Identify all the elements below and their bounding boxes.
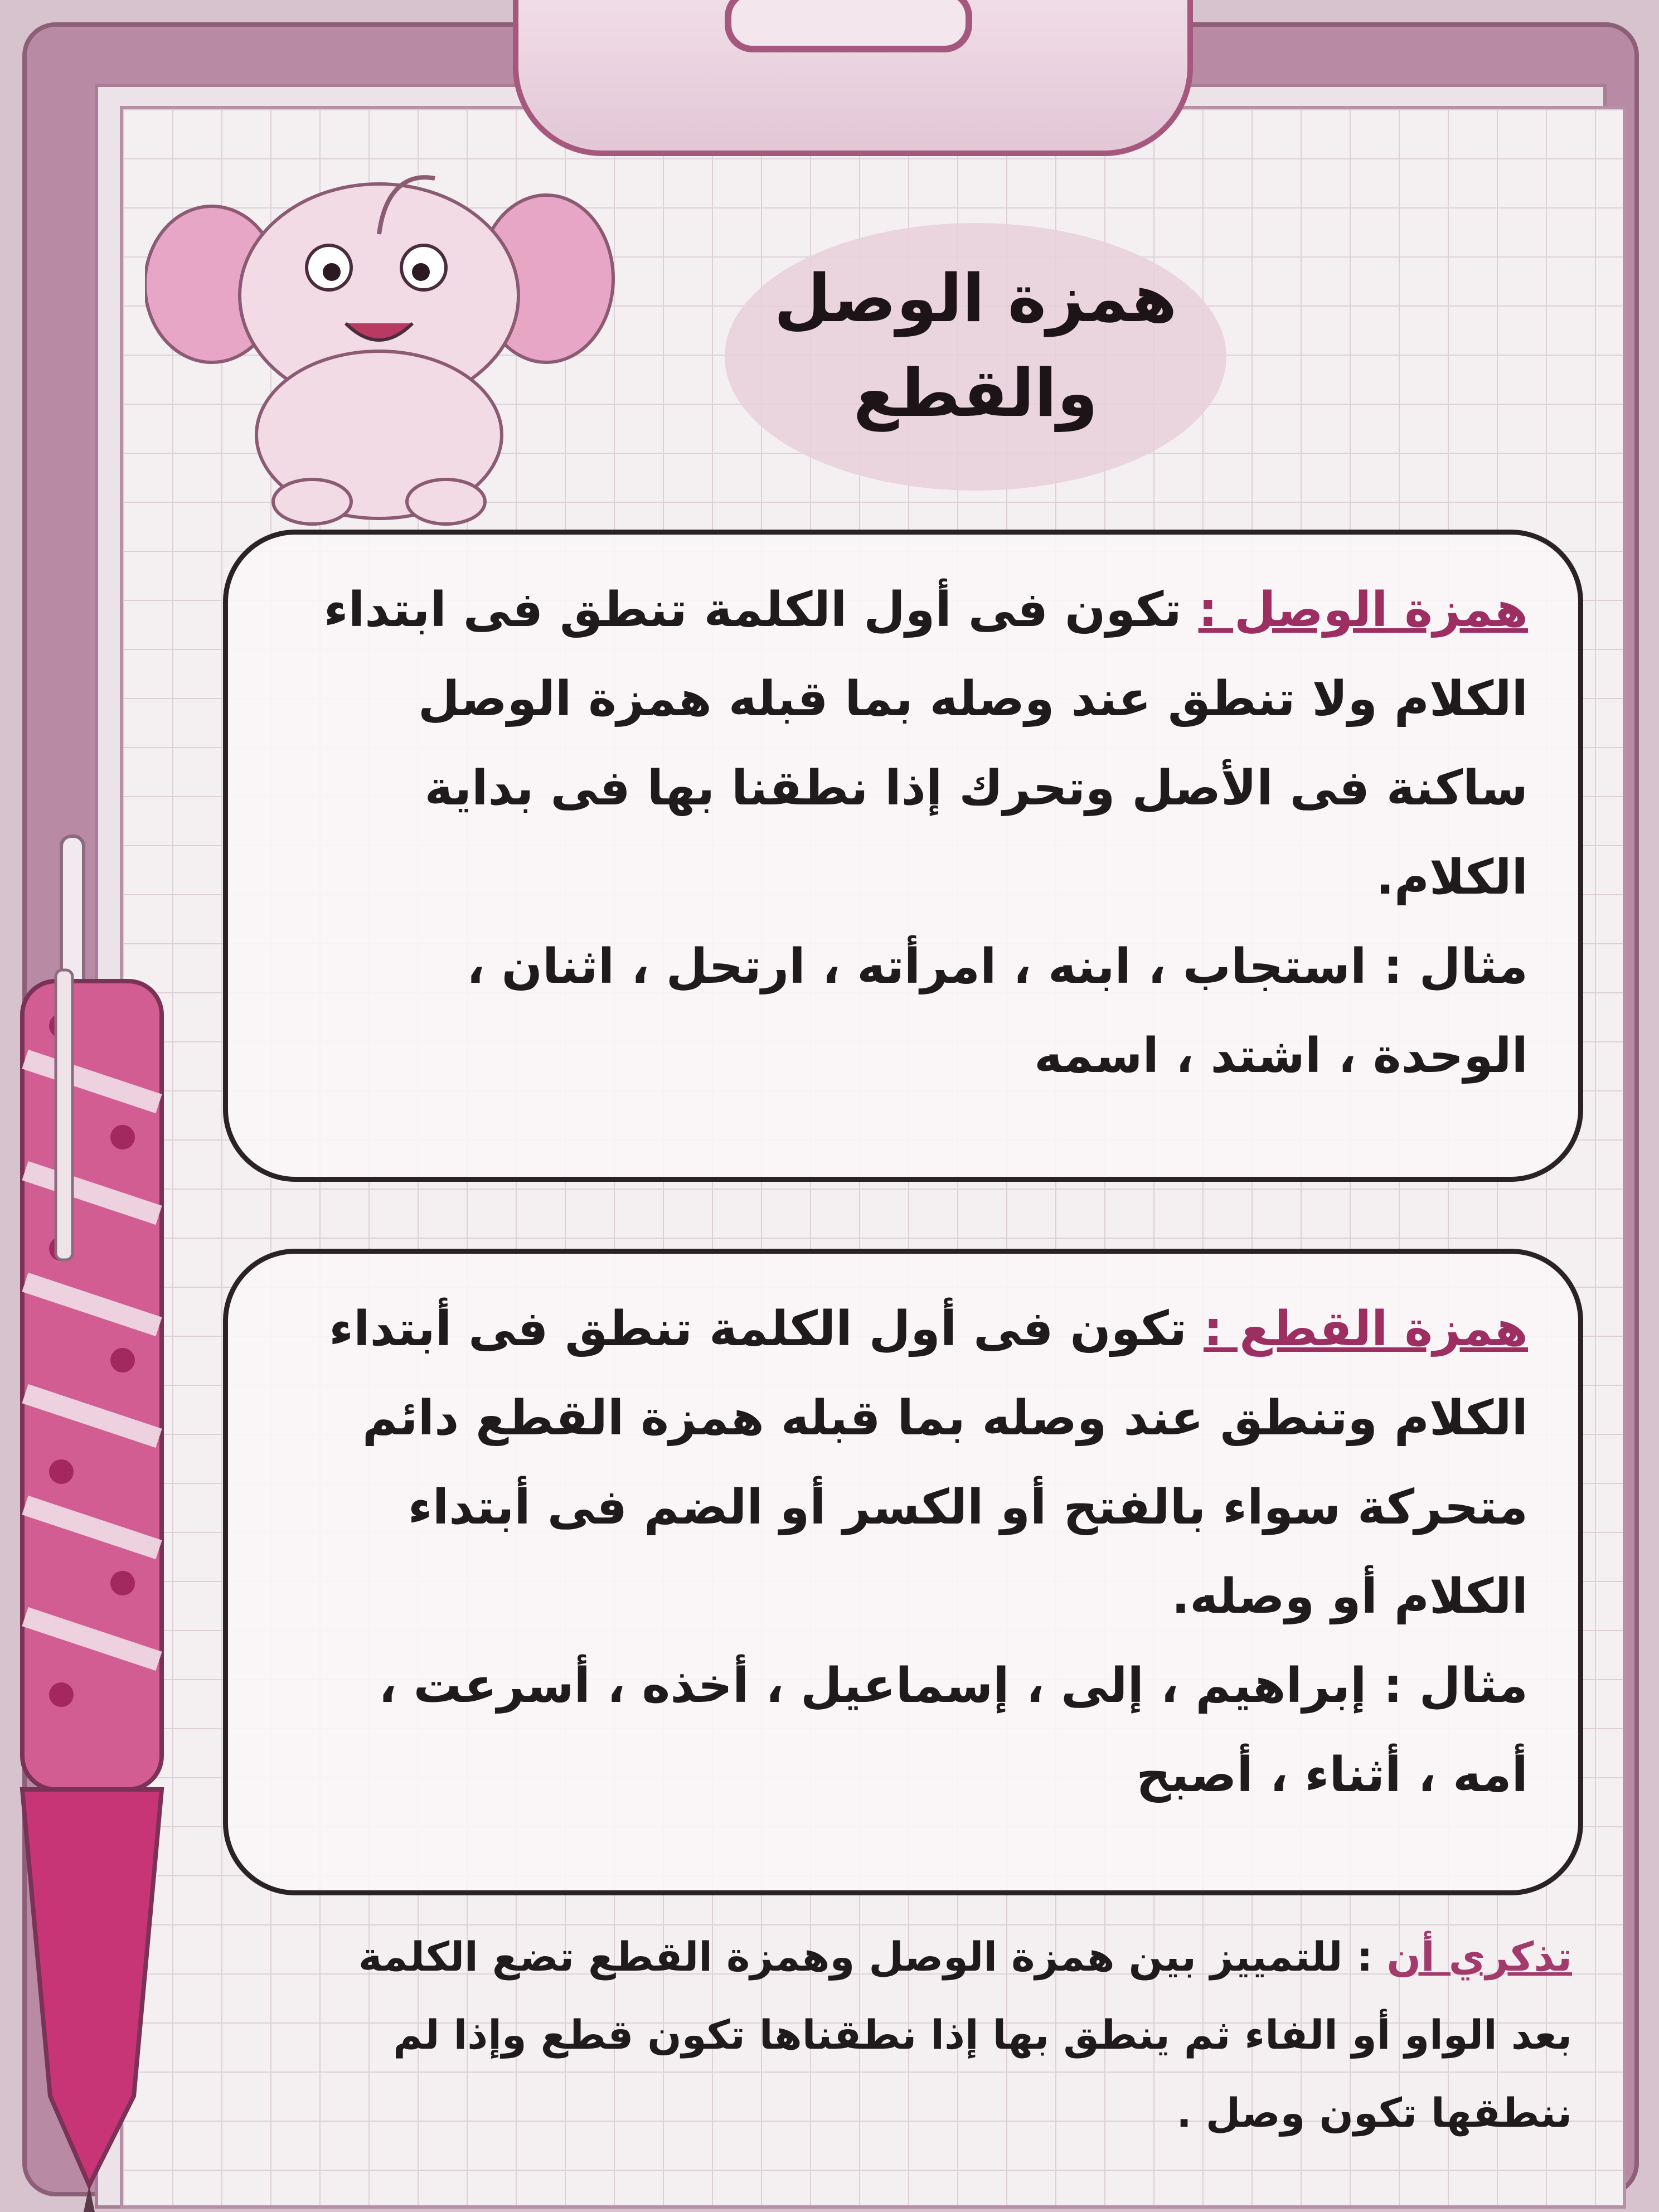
reminder-note: [301, 1918, 1572, 2152]
wasl-example-label: مثال :: [1383, 939, 1528, 995]
wasl-definition: [317, 565, 1528, 1100]
page-title: [736, 251, 1215, 440]
clip-ring: [725, 0, 972, 52]
hamzat-wasl-card: [223, 530, 1583, 1182]
qat-examples: إبراهيم ، إلى ، إسماعيل ، أخذه ، أسرعت ، أمه ، أثناء ، أصبح: [379, 1658, 1528, 1803]
wasl-examples: استجاب ، ابنه ، امرأته ، ارتحل ، اثنان ، الوحدة ، اشتد ، اسمه: [467, 939, 1528, 1084]
title-line-1: همزة الوصل: [774, 260, 1177, 337]
reminder-text: : للتمييز بين همزة الوصل وهمزة القطع تضع الكلمة بعد الواو أو الفاء ثم ينطق بها إذا نطقناها تكون قطع وإذا لم ننطقها تكون وصل .: [358, 1933, 1572, 2136]
qat-text: تكون فى أول الكلمة تنطق فى أبتداء الكلام وتنطق عند وصله بما قبله همزة القطع دائم متحركة سواء بالفتح أو الكسر أو الضم فى أبتداء الكلام أو وصله.: [329, 1301, 1528, 1624]
elephant-illustration: [145, 167, 624, 535]
title-line-2: والقطع: [853, 355, 1098, 431]
hamzat-qat-card: [223, 1249, 1583, 1895]
pen-illustration: [0, 825, 234, 2212]
qat-definition: [317, 1284, 1528, 1820]
wasl-term: همزة الوصل :: [1198, 582, 1528, 638]
wasl-text: تكون فى أول الكلمة تنطق فى ابتداء الكلام ولا تنطق عند وصله بما قبله همزة الوصل ساكنة فى الأصل وتحرك إذا نطقنا بها فى بداية الكلام.: [323, 582, 1528, 905]
qat-example-label: مثال :: [1383, 1658, 1528, 1714]
qat-term: همزة القطع :: [1203, 1301, 1528, 1357]
reminder-label: تذكري أن: [1386, 1933, 1572, 1980]
